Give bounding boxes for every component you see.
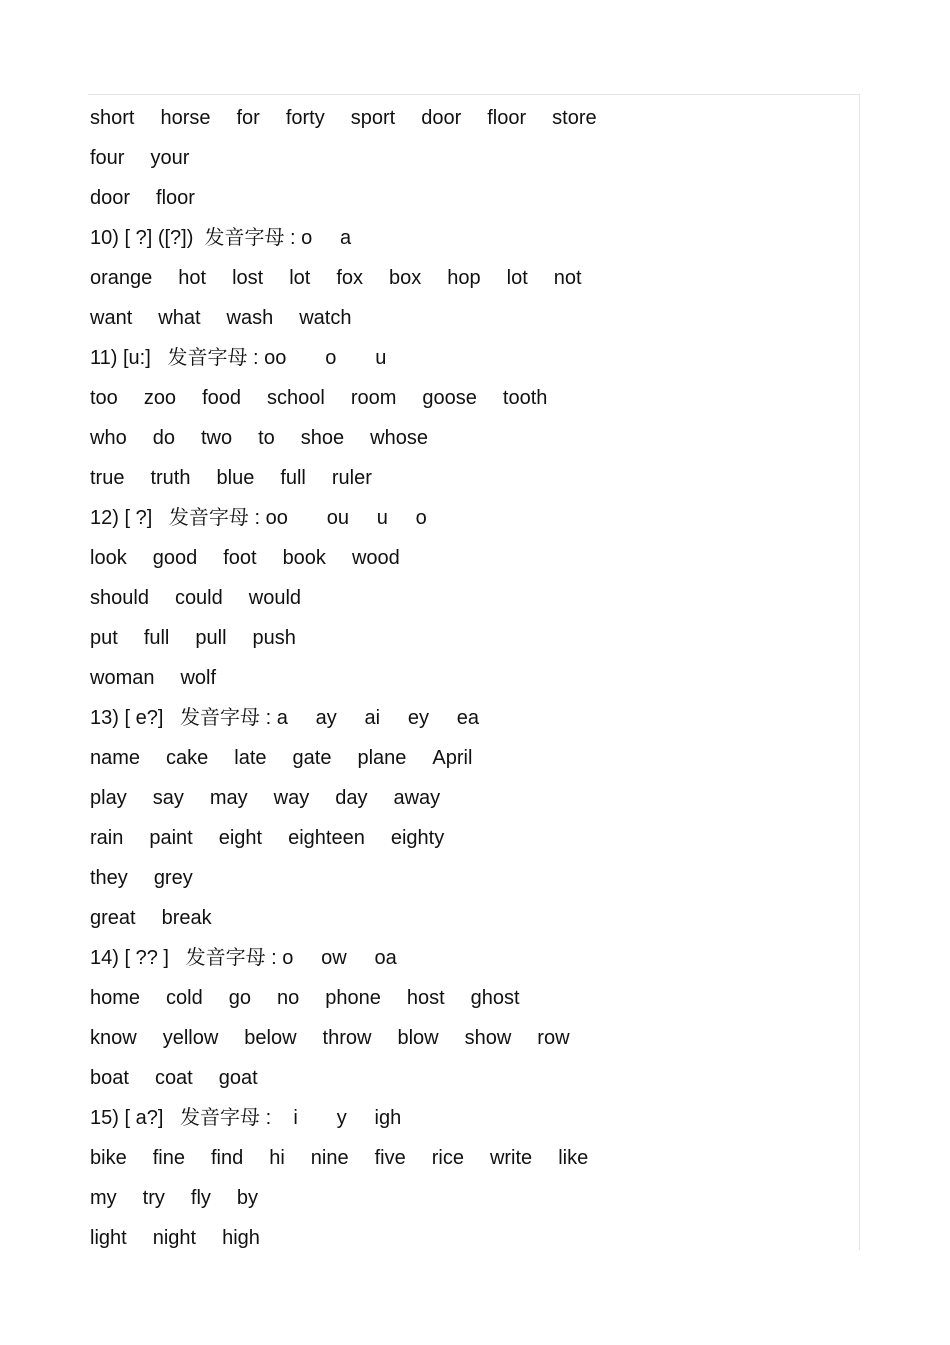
example-word: push	[252, 627, 296, 649]
example-word: hop	[447, 267, 481, 289]
example-word: rice	[431, 1147, 464, 1169]
example-word: to	[258, 427, 275, 449]
example-word: blow	[397, 1027, 439, 1049]
example-word: who	[90, 427, 127, 449]
example-word: boat	[90, 1067, 129, 1089]
example-word: late	[234, 747, 267, 769]
word-line	[90, 898, 850, 938]
word-line	[90, 578, 850, 618]
example-word: my	[90, 1187, 117, 1209]
example-word: go	[228, 987, 251, 1009]
example-word: fly	[190, 1187, 211, 1209]
word-line	[90, 418, 850, 458]
word-line	[90, 258, 850, 298]
example-word: do	[152, 427, 175, 449]
example-word: two	[200, 427, 233, 449]
example-word: day	[335, 787, 368, 809]
example-word: by	[236, 1187, 259, 1209]
word-line	[90, 1218, 850, 1258]
word-line	[90, 178, 850, 218]
example-word: your	[150, 147, 190, 169]
example-word: may	[209, 787, 248, 809]
phonics-heading: 15) [ a?] 发音字母 : i y igh	[90, 1107, 402, 1129]
example-word: gate	[292, 747, 332, 769]
example-word: grey	[153, 867, 193, 889]
example-word: look	[90, 547, 127, 569]
example-word: floor	[156, 187, 195, 209]
example-word: wolf	[180, 667, 217, 689]
phonics-heading: 12) [ ?] 发音字母 : oo ou u o	[90, 507, 427, 529]
example-word: want	[90, 307, 133, 329]
word-line	[90, 1018, 850, 1058]
example-word: good	[152, 547, 198, 569]
phonics-heading: 11) [u:] 发音字母 : oo o u	[90, 347, 387, 369]
example-word: woman	[90, 667, 155, 689]
example-word: coat	[154, 1067, 193, 1089]
example-word: zoo	[143, 387, 177, 409]
example-word: they	[90, 867, 128, 889]
example-word: sport	[350, 107, 396, 129]
example-word: store	[552, 107, 597, 129]
example-word: blue	[216, 467, 255, 489]
example-word: great	[90, 907, 136, 929]
example-word: would	[248, 587, 302, 609]
example-word: below	[244, 1027, 297, 1049]
example-word: goose	[422, 387, 477, 409]
example-word: yellow	[162, 1027, 219, 1049]
example-word: phone	[325, 987, 381, 1009]
phonics-heading: 10) [ ?] ([?]) 发音字母 : o a	[90, 227, 352, 249]
word-line	[90, 458, 850, 498]
example-word: light	[90, 1227, 127, 1249]
word-line	[90, 778, 850, 818]
example-word: what	[158, 307, 201, 329]
word-line	[90, 138, 850, 178]
example-word: eighty	[390, 827, 445, 849]
word-line	[90, 298, 850, 338]
example-word: full	[143, 627, 170, 649]
example-word: wood	[351, 547, 400, 569]
example-word: ghost	[470, 987, 520, 1009]
example-word: cake	[166, 747, 209, 769]
example-word: show	[464, 1027, 512, 1049]
example-word: full	[280, 467, 306, 489]
example-word: eight	[218, 827, 263, 849]
example-word: hot	[178, 267, 207, 289]
example-word: home	[90, 987, 141, 1009]
example-word: know	[90, 1027, 137, 1049]
example-word: wash	[226, 307, 274, 329]
example-word: horse	[160, 107, 211, 129]
example-word: too	[90, 387, 118, 409]
word-line	[90, 978, 850, 1018]
example-word: throw	[322, 1027, 372, 1049]
word-line	[90, 538, 850, 578]
word-line	[90, 1058, 850, 1098]
example-word: goat	[218, 1067, 258, 1089]
example-word: like	[558, 1147, 589, 1169]
word-line	[90, 1178, 850, 1218]
word-line	[90, 1138, 850, 1178]
example-word: could	[174, 587, 223, 609]
example-word: put	[90, 627, 118, 649]
example-word: fox	[336, 267, 364, 289]
example-word: eighteen	[288, 827, 365, 849]
example-word: high	[222, 1227, 260, 1249]
example-word: door	[421, 107, 462, 129]
example-word: whose	[370, 427, 428, 449]
example-word: night	[152, 1227, 197, 1249]
example-word: rain	[90, 827, 124, 849]
example-word: write	[489, 1147, 533, 1169]
example-word: box	[389, 267, 422, 289]
example-word: say	[152, 787, 184, 809]
phonics-heading: 13) [ e?] 发音字母 : a ay ai ey ea	[90, 707, 480, 729]
example-word: book	[282, 547, 326, 569]
example-word: April	[432, 747, 473, 769]
example-word: truth	[150, 467, 191, 489]
example-word: not	[553, 267, 582, 289]
example-word: hi	[269, 1147, 285, 1169]
example-word: school	[267, 387, 325, 409]
example-word: lot	[506, 267, 528, 289]
word-line	[90, 98, 850, 138]
word-line	[90, 658, 850, 698]
example-word: cold	[166, 987, 203, 1009]
example-word: door	[90, 187, 131, 209]
example-word: five	[374, 1147, 406, 1169]
example-word: watch	[299, 307, 352, 329]
example-word: nine	[310, 1147, 349, 1169]
example-word: try	[142, 1187, 165, 1209]
example-word: host	[406, 987, 445, 1009]
example-word: name	[90, 747, 141, 769]
example-word: fine	[152, 1147, 185, 1169]
word-line	[90, 618, 850, 658]
example-word: row	[537, 1027, 570, 1049]
document-content	[90, 98, 850, 1258]
example-word: foot	[223, 547, 257, 569]
example-word: forty	[285, 107, 325, 129]
word-line	[90, 738, 850, 778]
example-word: orange	[90, 267, 153, 289]
example-word: should	[90, 587, 149, 609]
phonics-heading: 14) [ ?? ] 发音字母 : o ow oa	[90, 947, 397, 969]
example-word: pull	[195, 627, 227, 649]
word-line	[90, 858, 850, 898]
example-word: true	[90, 467, 125, 489]
example-word: food	[202, 387, 241, 409]
example-word: floor	[487, 107, 527, 129]
example-word: bike	[90, 1147, 127, 1169]
example-word: ruler	[331, 467, 372, 489]
example-word: lot	[289, 267, 311, 289]
example-word: find	[210, 1147, 244, 1169]
example-word: short	[90, 107, 135, 129]
example-word: four	[90, 147, 125, 169]
example-word: break	[161, 907, 212, 929]
example-word: room	[350, 387, 397, 409]
example-word: away	[393, 787, 441, 809]
example-word: shoe	[300, 427, 345, 449]
word-line	[90, 378, 850, 418]
example-word: plane	[357, 747, 407, 769]
example-word: play	[90, 787, 127, 809]
example-word: tooth	[502, 387, 548, 409]
example-word: paint	[149, 827, 193, 849]
example-word: for	[236, 107, 260, 129]
example-word: lost	[232, 267, 264, 289]
word-line	[90, 818, 850, 858]
example-word: no	[276, 987, 300, 1009]
example-word: way	[273, 787, 310, 809]
